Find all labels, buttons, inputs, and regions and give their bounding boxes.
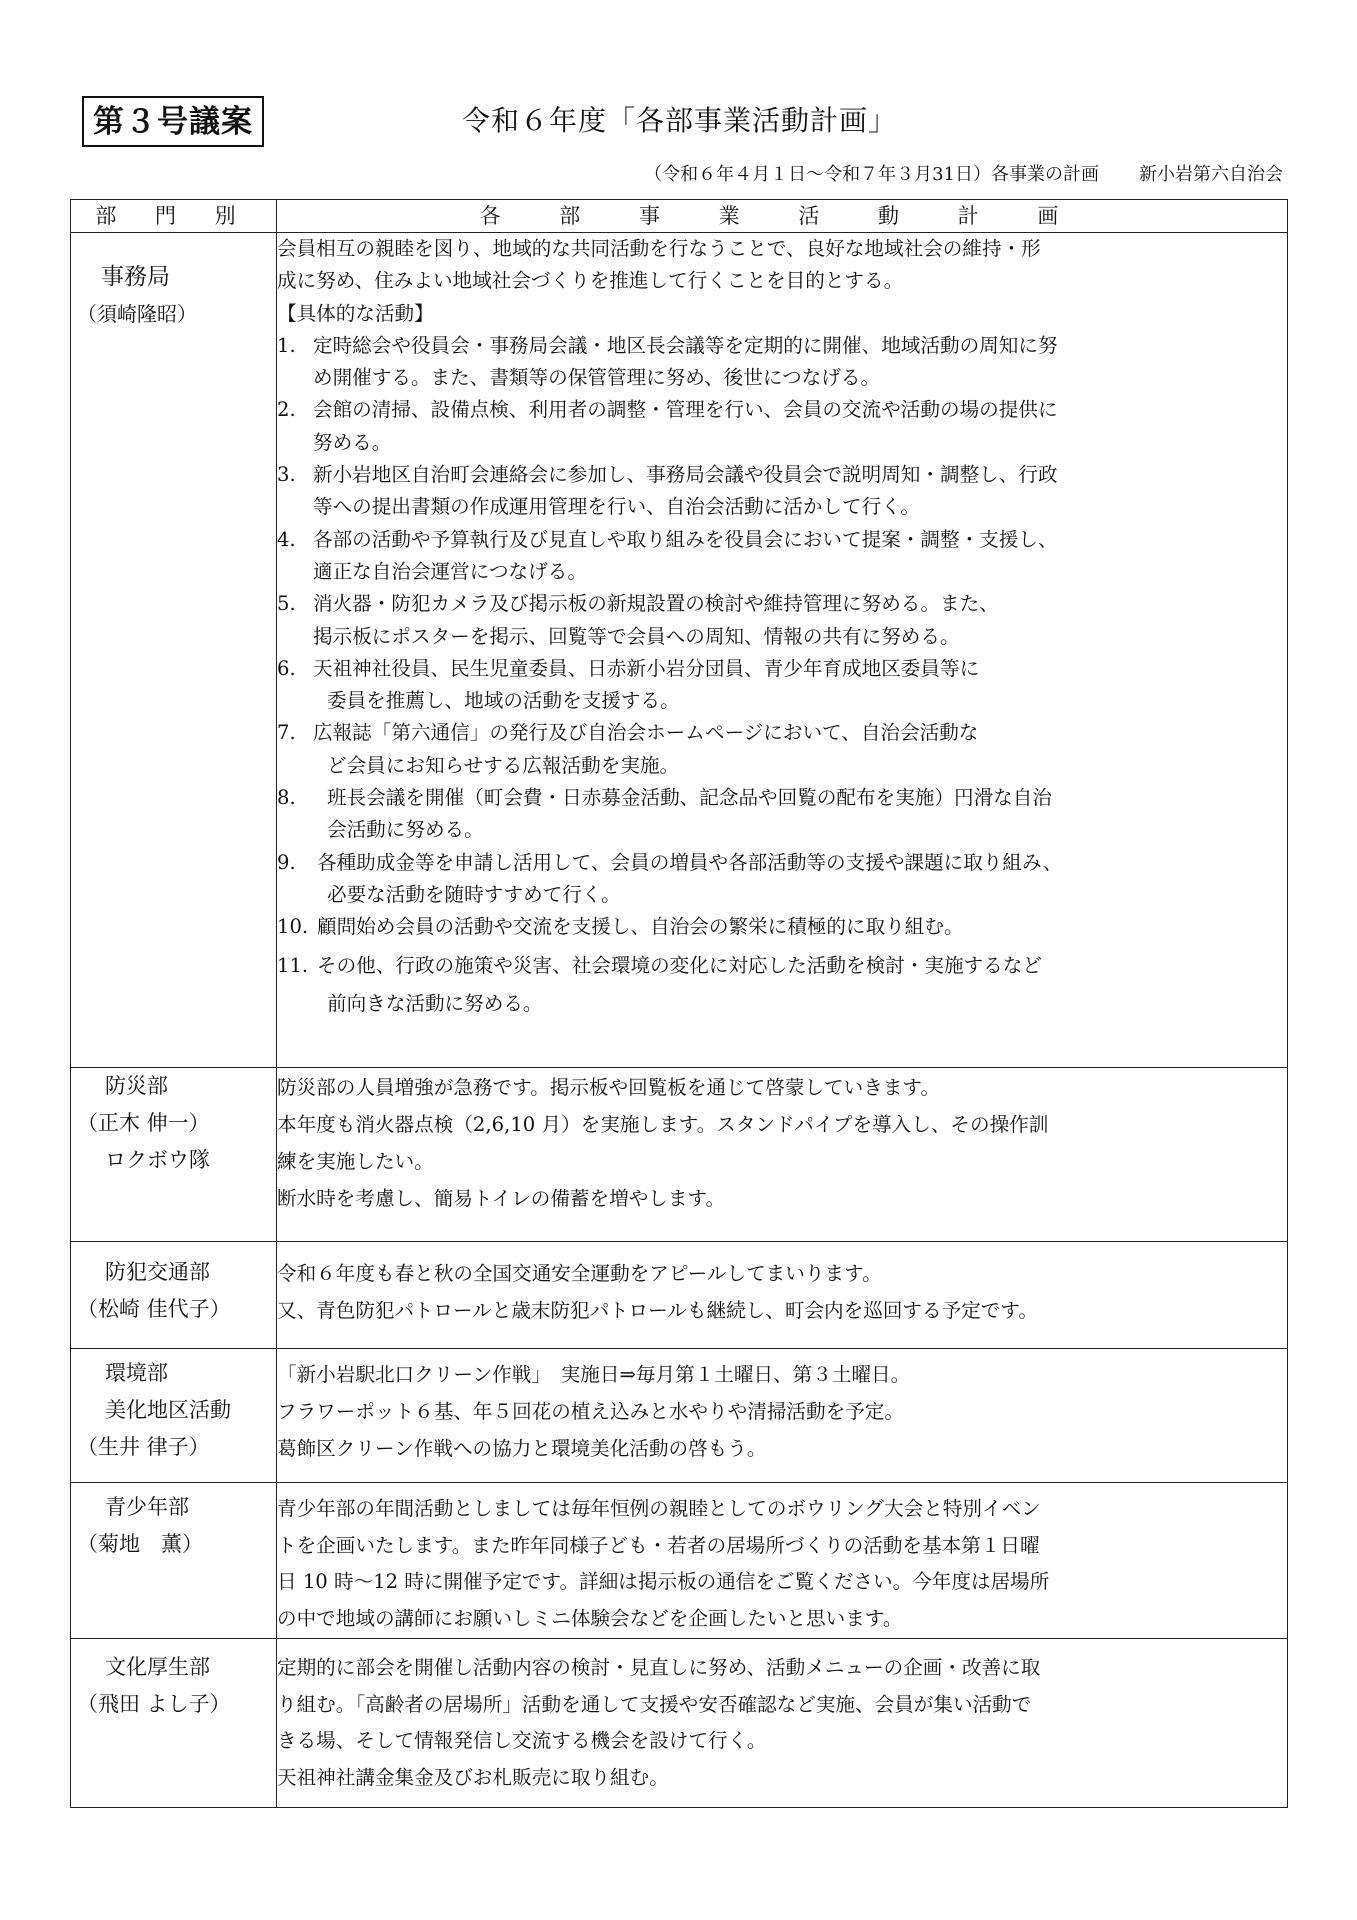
list-number: 2. <box>277 398 296 422</box>
plan-line: 定期的に部会を開催し活動内容の検討・見直しに努め、活動メニューの企画・改善に取 <box>277 1656 1041 1679</box>
list-text-continued: 委員を推薦し、地域の活動を支援する。 <box>327 689 680 713</box>
table-row <box>71 1068 1288 1242</box>
list-number: 7. <box>277 721 296 745</box>
list-text-continued: 適正な自治会運営につなげる。 <box>313 559 587 583</box>
department-leader: （菊地 薫） <box>77 1532 203 1556</box>
plan-line: 練を実施したい。 <box>277 1150 434 1173</box>
intro-line: 会員相互の親睦を図り、地域的な共同活動を行なうことで、良好な地域社会の維持・形 <box>277 237 1041 260</box>
period-text: （令和６年４月１日～令和７年３月31日）各事業の計画 <box>644 164 1099 185</box>
intro-line: 成に努め、住みよい地域社会づくりを推進して行くことを目的とする。 <box>277 269 904 293</box>
list-item <box>277 459 1287 524</box>
department-unit: ロクボウ隊 <box>105 1148 210 1172</box>
plan-line: 葛飾区クリーン作戦への協力と環境美化活動の啓もう。 <box>277 1437 767 1460</box>
plan-cell <box>277 1639 1288 1808</box>
plan-cell <box>277 1242 1288 1349</box>
header-department: 部 門 別 <box>71 200 277 233</box>
list-number: 9. <box>277 850 296 874</box>
list-text: その他、行政の施策や災害、社会環境の変化に対応した活動を検討・実施するなど <box>317 953 1042 977</box>
list-text: 広報誌「第六通信」の発行及び自治会ホームページにおいて、自治会活動な <box>313 721 979 745</box>
plan-line: 断水時を考慮し、簡易トイレの備蓄を増やします。 <box>277 1187 726 1210</box>
plan-line: り組む。「高齢者の居場所」活動を通して支援や安否確認など実施、会員が集い活動で <box>277 1692 1032 1716</box>
list-text: 天祖神社役員、民生児童委員、日赤新小岩分団員、青少年育成地区委員等に <box>313 656 980 680</box>
list-item <box>277 950 1287 1021</box>
table-row <box>71 1639 1288 1808</box>
plan-line: 青少年部の年間活動としましては毎年恒例の親睦としてのボウリング大会と特別イベン <box>277 1497 1041 1520</box>
department-name: 防犯交通部 <box>105 1260 210 1284</box>
list-item <box>277 330 1287 395</box>
organization-name: 新小岩第六自治会 <box>1139 164 1283 185</box>
list-text: 班長会議を開催（町会費・日赤募金活動、記念品や回覧の配布を実施）円滑な自治 <box>327 786 1052 810</box>
list-number: 3. <box>277 463 296 487</box>
department-cell <box>71 1483 277 1639</box>
plan-line: フラワーポット６基、年５回花の植え込みと水やりや清掃活動を予定。 <box>277 1400 904 1423</box>
sub-header <box>644 162 1283 188</box>
department-leader: （須崎隆昭） <box>77 302 197 326</box>
plan-line: トを企画いたします。また昨年同様子ども・若者の居場所づくりの活動を基本第１日曜 <box>277 1533 1040 1557</box>
list-item <box>277 782 1287 847</box>
plan-cell <box>277 233 1288 1068</box>
plan-line: 又、青色防犯パトロールと歳末防犯パトロールも継続し、町会内を巡回する予定です。 <box>277 1299 1039 1322</box>
subheading: 【具体的な活動】 <box>277 301 434 325</box>
list-text: 各部の活動や予算執行及び見直しや取り組みを役員会において提案・調整・支援し、 <box>313 527 1058 551</box>
list-text: 各種助成金等を申請し活用して、会員の増員や各部活動等の支援や課題に取り組み、 <box>317 850 1063 874</box>
list-text-continued: 等への提出書類の作成運用管理を行い、自治会活動に活かして行く。 <box>313 495 921 519</box>
list-text: 会館の清掃、設備点検、利用者の調整・管理を行い、会員の交流や活動の場の提供に <box>313 398 1058 422</box>
list-item <box>277 394 1287 459</box>
list-number: 1. <box>277 333 296 357</box>
department-subtitle: 美化地区活動 <box>105 1398 231 1422</box>
plan-line: きる場、そして情報発信し交流する機会を設けて行く。 <box>277 1729 767 1752</box>
department-name: 防災部 <box>105 1074 168 1098</box>
list-text: 定時総会や役員会・事務局会議・地区長会議等を定期的に開催、地域活動の周知に努 <box>313 333 1058 357</box>
list-number: 11. <box>277 953 309 977</box>
activity-plan-table <box>70 199 1288 1808</box>
department-cell <box>71 1068 277 1242</box>
table-row <box>71 233 1288 1068</box>
plan-line: 日 10 時～12 時に開催予定です。詳細は掲示板の通信をご覧ください。今年度は居場所 <box>277 1570 1050 1593</box>
department-leader: （生井 律子） <box>77 1435 210 1459</box>
document-title: 令和６年度「各部事業活動計画」 <box>462 104 898 137</box>
list-text: 新小岩地区自治町会連絡会に参加し、事務局会議や役員会で説明周知・調整し、行政 <box>313 463 1058 487</box>
agenda-label: 第３号議案 <box>82 96 264 147</box>
list-text-continued: 必要な活動を随時すすめて行く。 <box>327 882 621 906</box>
department-name: 文化厚生部 <box>105 1655 210 1679</box>
table-header-row <box>71 200 1288 233</box>
list-text: 消火器・防犯カメラ及び掲示板の新規設置の検討や維持管理に努める。また、 <box>313 592 999 616</box>
table-row <box>71 1242 1288 1349</box>
department-leader: （正木 伸一） <box>77 1111 210 1135</box>
list-text: 顧問始め会員の活動や交流を支援し、自治会の繁栄に積極的に取り組む。 <box>317 915 964 939</box>
list-text-continued: 会活動に努める。 <box>327 818 484 842</box>
list-text-continued: 掲示板にポスターを掲示、回覧等で会員への周知、情報の共有に努める。 <box>313 624 960 648</box>
list-number: 6. <box>277 656 296 680</box>
plan-line: 防災部の人員増強が急務です。掲示板や回覧板を通じて啓蒙していきます。 <box>277 1076 941 1099</box>
plan-cell <box>277 1483 1288 1639</box>
plan-line: の中で地域の講師にお願いしミニ体験会などを企画したいと思います。 <box>277 1606 903 1630</box>
table-row <box>71 1483 1288 1639</box>
list-item <box>277 847 1287 912</box>
list-item <box>277 524 1287 589</box>
plan-line: 「新小岩駅北口クリーン作戦」 実施日⇒毎月第１土曜日、第３土曜日。 <box>277 1363 911 1386</box>
list-item <box>277 911 1287 943</box>
list-number: 5. <box>277 592 296 616</box>
list-number: 4. <box>277 527 296 551</box>
department-cell <box>71 1242 277 1349</box>
department-leader: （飛田 よし子） <box>77 1692 231 1716</box>
list-item <box>277 717 1287 782</box>
list-text-continued: め開催する。また、書類等の保管管理に努め、後世につなげる。 <box>313 366 881 390</box>
list-text-continued: 努める。 <box>313 430 392 454</box>
list-number: 8. <box>277 786 296 810</box>
department-cell <box>71 1639 277 1808</box>
list-text-continued: 前向きな活動に努める。 <box>327 991 543 1015</box>
department-name: 青少年部 <box>105 1495 189 1519</box>
department-cell <box>71 1349 277 1483</box>
department-leader: （松崎 佳代子） <box>77 1297 231 1321</box>
plan-cell <box>277 1349 1288 1483</box>
plan-line: 天祖神社講金集金及びお札販売に取り組む。 <box>277 1765 669 1789</box>
plan-cell <box>277 1068 1288 1242</box>
list-text-continued: ど会員にお知らせする広報活動を実施。 <box>327 753 680 777</box>
header-plan: 各 部 事 業 活 動 計 画 <box>277 200 1288 233</box>
plan-line: 本年度も消火器点検（2,6,10 月）を実施します。スタンドパイプを導入し、その操作訓 <box>277 1113 1049 1136</box>
list-number: 10. <box>277 915 309 939</box>
department-name: 環境部 <box>105 1361 168 1385</box>
table-row <box>71 1349 1288 1483</box>
plan-line: 令和６年度も春と秋の全国交通安全運動をアピールしてまいります。 <box>277 1262 882 1285</box>
list-item <box>277 653 1287 718</box>
list-item <box>277 588 1287 653</box>
department-name: 事務局 <box>101 264 170 290</box>
department-cell <box>71 233 277 1068</box>
